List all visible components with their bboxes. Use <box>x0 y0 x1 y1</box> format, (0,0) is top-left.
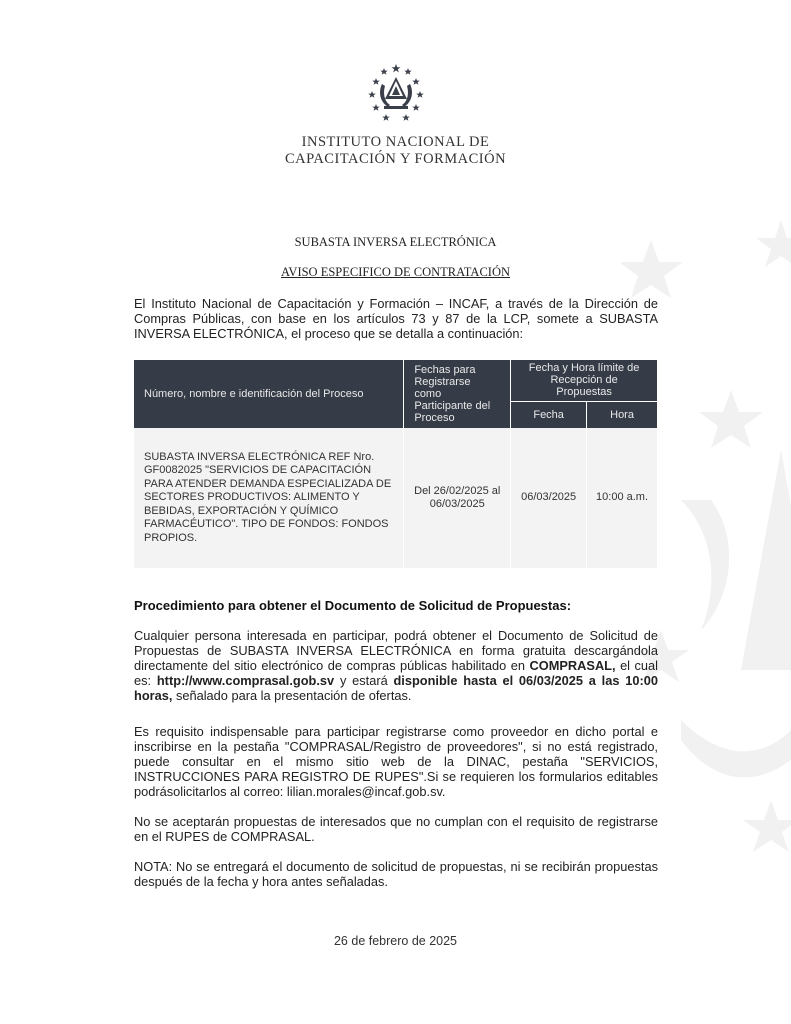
header-process: Número, nombre e identificación del Proceso <box>134 360 404 428</box>
coat-of-arms-logo <box>366 62 426 124</box>
document-subtitle: AVISO ESPECIFICO DE CONTRATACIÓN <box>281 265 510 279</box>
procedure-paragraph: Cualquier persona interesada en participar, podrá obtener el Documento de Solicitud de Propuestas de SUBASTA INVERSA ELECTRÓNICA en forma gratuita descargándola directamente del sitio electrónico de compras públicas habilitado en COMPRASAL, el cual es: http://www.comprasal.gob.sv y estará disponible hasta el 06/03/2025 a las 10:00 horas, señalado para la presentación de ofertas. <box>134 628 659 703</box>
header-date: Fecha <box>511 401 587 428</box>
intro-paragraph: El Instituto Nacional de Capacitación y Formación – INCAF, a través de la Dirección de Compras Públicas, con base en los artículos 73 y 87 de la LCP, somete a SUBASTA INVERSA ELECTRÓNICA, el proceso que se detalla a continuación: <box>134 296 658 341</box>
header-registration-dates: Fechas para Registrarse como Participante del Proceso <box>404 360 511 428</box>
process-table <box>134 360 657 568</box>
org-name-line1: INSTITUTO NACIONAL DE <box>301 134 490 150</box>
cell-time: 10:00 a.m. <box>587 428 657 568</box>
table-row <box>134 428 657 568</box>
cell-date: 06/03/2025 <box>511 428 587 568</box>
note-paragraph: NOTA: No se entregará el documento de solicitud de propuestas, ni se recibirán propuestas después de la fecha y hora antes señaladas. <box>134 859 658 889</box>
requirement-paragraph: Es requisito indispensable para participar registrarse como proveedor en dicho portal e inscribirse en la pestaña "COMPRASAL/Registro de proveedores", si no está registrado, puede consultar en el mismo sitio web de la DINAC, pestaña "SERVICIOS, INSTRUCCIONES PARA REGISTRO DE RUPES".Si se requieren los formularios editables podrásolicitarlos al correo: lilian.morales@incaf.gob.sv. <box>134 724 658 799</box>
rupes-paragraph: No se aceptarán propuestas de interesados que no cumplan con el requisito de registrarse en el RUPES de COMPRASAL. <box>134 814 658 844</box>
org-name-line2: CAPACITACIÓN Y FORMACIÓN <box>284 151 507 167</box>
document-title: SUBASTA INVERSA ELECTRÓNICA <box>294 235 497 249</box>
header-deadline: Fecha y Hora límite de Recepción de Propuestas <box>511 360 657 401</box>
footer-date: 26 de febrero de 2025 <box>333 934 458 948</box>
cell-registration-dates: Del 26/02/2025 al 06/03/2025 <box>404 428 511 568</box>
comprasal-link[interactable]: http://www.comprasal.gob.sv <box>156 673 335 688</box>
cell-process: SUBASTA INVERSA ELECTRÓNICA REF Nro. GF0082025 "SERVICIOS DE CAPACITACIÓN PARA ATENDER DEMANDA ESPECIALIZADA DE SECTORES PRODUCTIVOS: ALIMENTO Y BEBIDAS, EXPORTACIÓN Y QUÍMICO FARMACÉUTICO". TIPO DE FONDOS: FONDOS PROPIOS. <box>134 428 404 568</box>
procedure-heading: Procedimiento para obtener el Documento de Solicitud de Propuestas: <box>134 598 572 613</box>
header-time: Hora <box>587 401 657 428</box>
